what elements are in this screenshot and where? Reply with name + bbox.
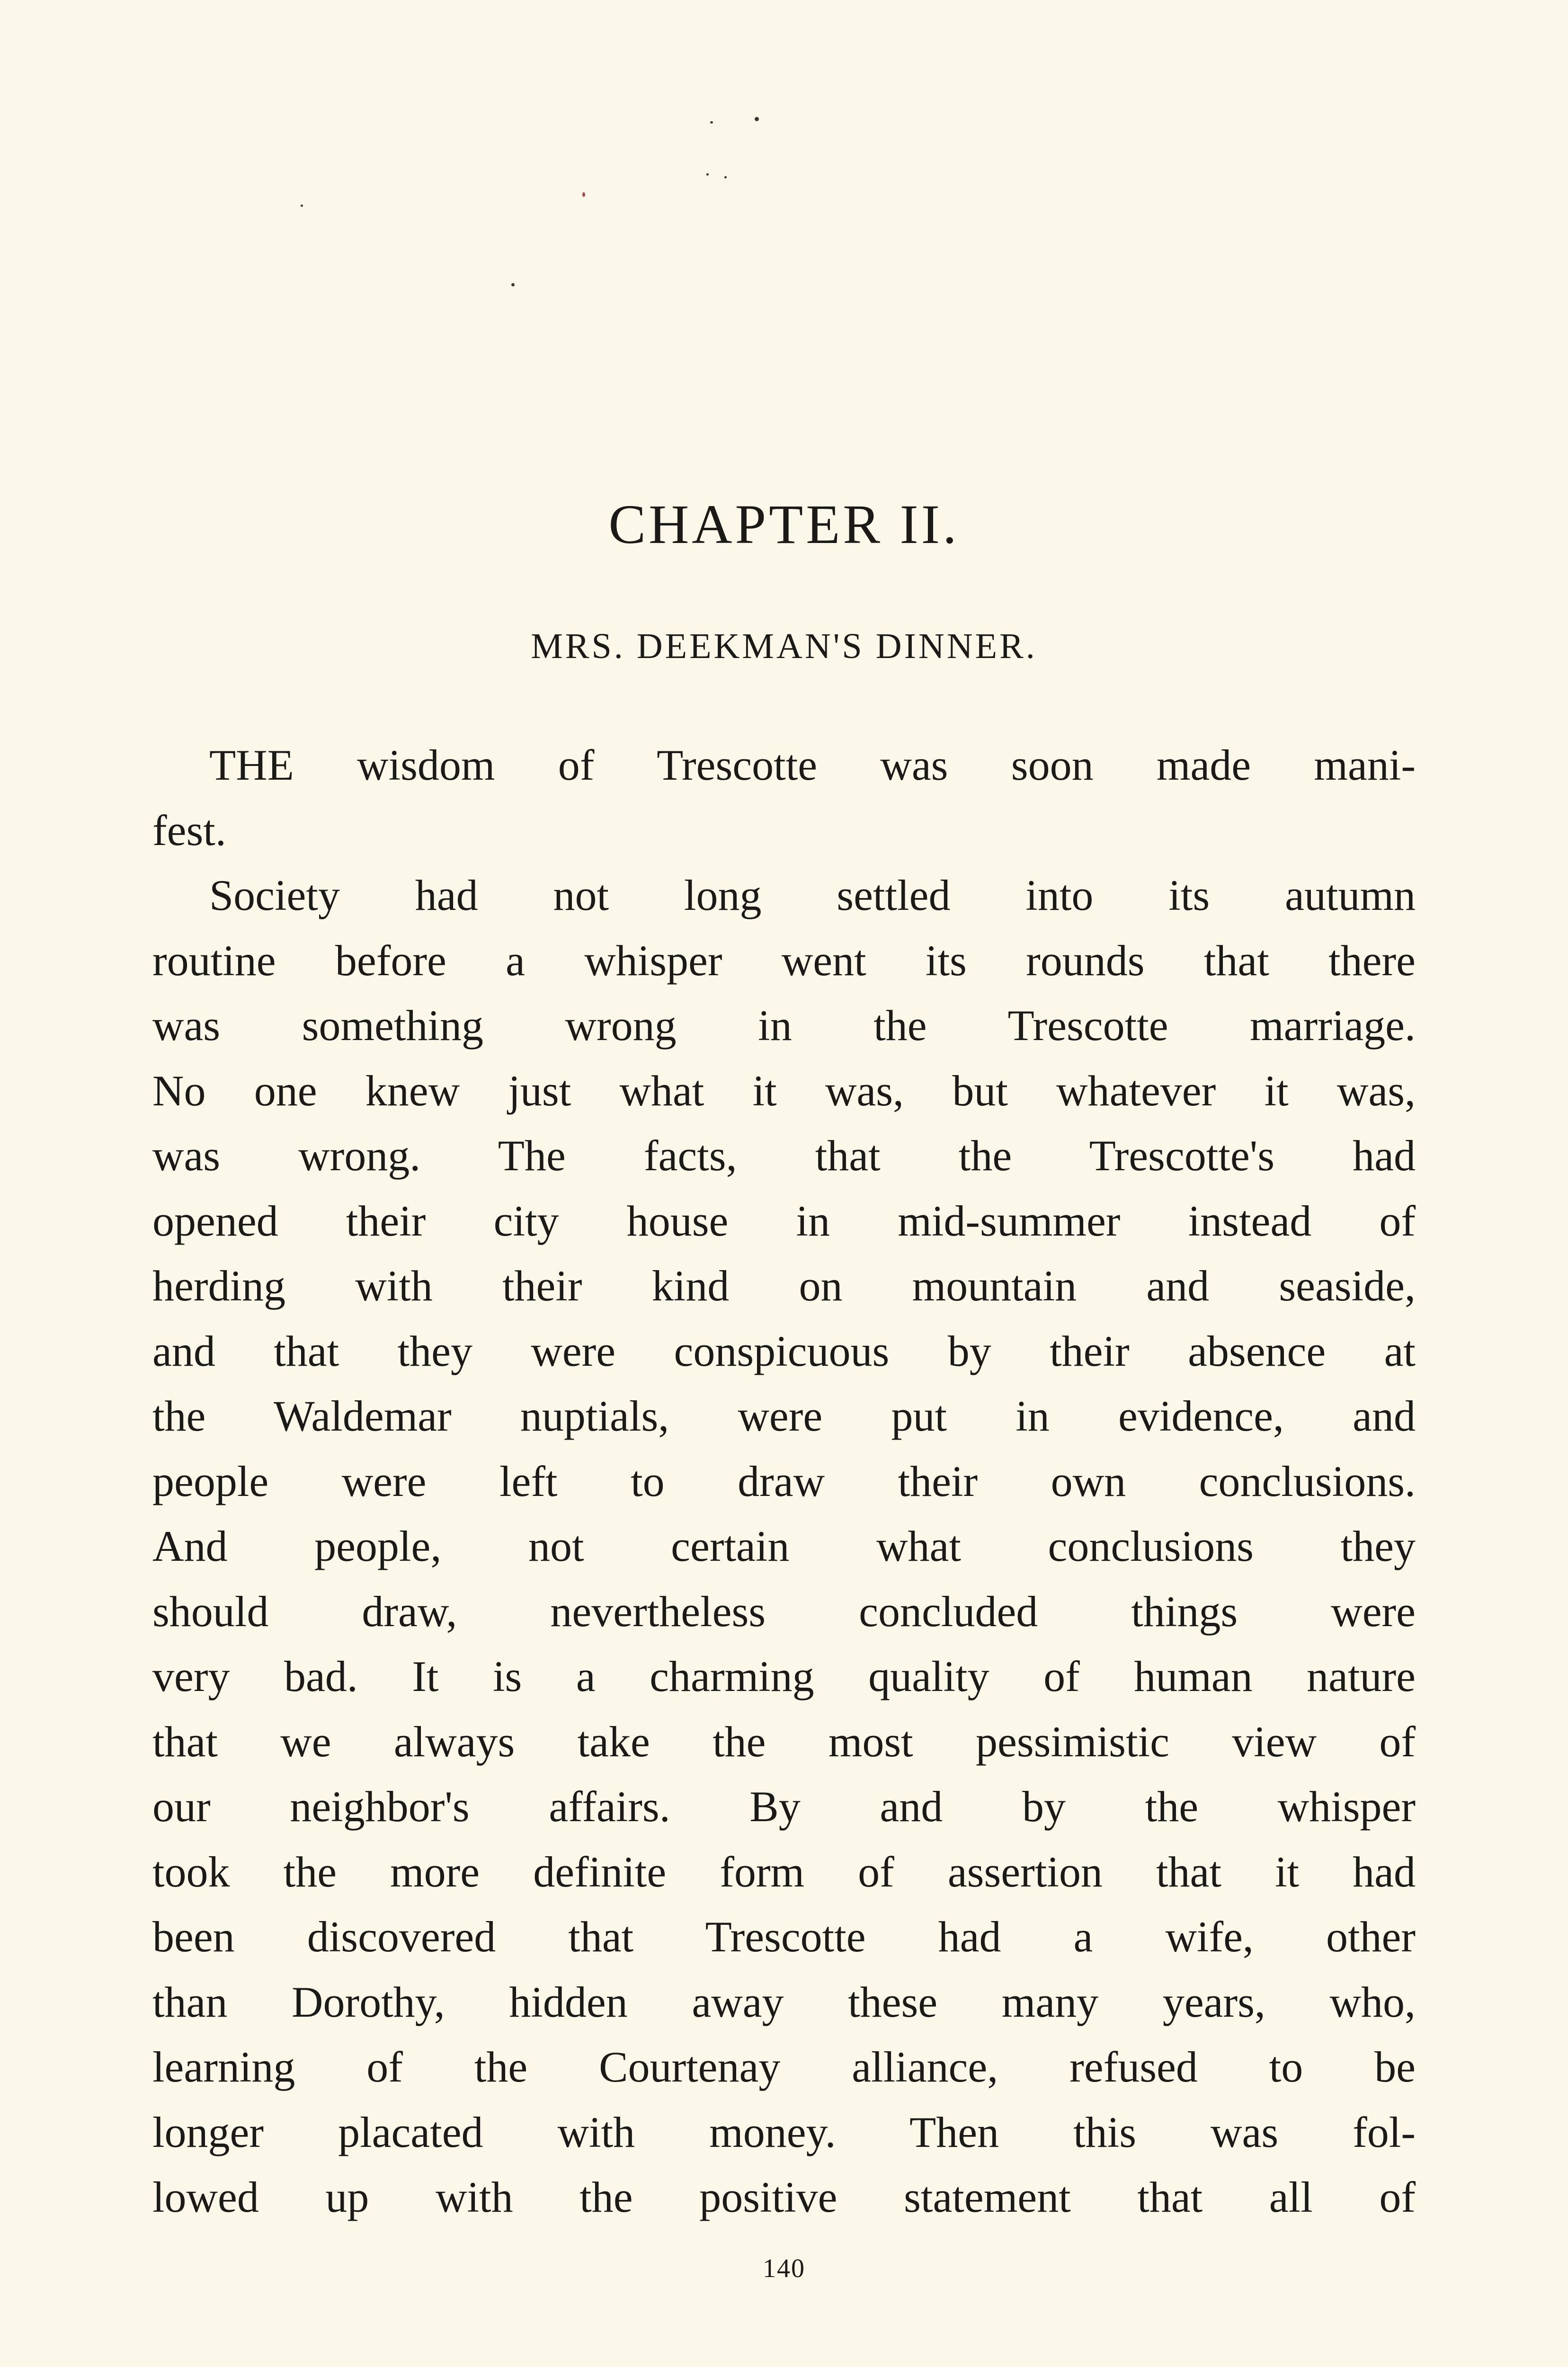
text-line: been discovered that Trescotte had a wife, other	[152, 1913, 1416, 1961]
text-line: Society had not long settled into its autumn	[209, 871, 1416, 919]
paper-speck	[582, 192, 585, 197]
text-line: our neighbor's affairs. By and by the whisper	[152, 1782, 1416, 1831]
text-line: that we always take the most pessimistic view of	[152, 1717, 1416, 1766]
text-line: very bad. It is a charming quality of human nature	[152, 1652, 1416, 1700]
chapter-subtitle: MRS. DEEKMAN'S DINNER.	[531, 626, 1037, 666]
text-line: than Dorothy, hidden away these many years, who,	[152, 1977, 1416, 2026]
paper-speck	[724, 176, 727, 178]
text-line: herding with their kind on mountain and seaside,	[152, 1262, 1416, 1310]
text-line: should draw, nevertheless concluded things were	[152, 1587, 1416, 1636]
text-line: THE wisdom of Trescotte was soon made mani-	[209, 741, 1416, 789]
paper-speck	[301, 205, 303, 207]
text-line: longer placated with money. Then this was fol-	[152, 2108, 1416, 2156]
paper-speck	[706, 173, 709, 176]
text-line: the Waldemar nuptials, were put in evidence, and	[152, 1392, 1416, 1440]
text-line: was wrong. The facts, that the Trescotte's had	[152, 1131, 1416, 1180]
body-text	[152, 733, 1416, 2230]
text-line: took the more definite form of assertion that it had	[152, 1847, 1416, 1896]
paper-speck	[755, 117, 759, 121]
text-line: No one knew just what it was, but whatever it was,	[152, 1066, 1416, 1115]
chapter-title: CHAPTER II.	[608, 493, 960, 555]
text-line: lowed up with the positive statement that all of	[152, 2173, 1416, 2221]
text-line: And people, not certain what conclusions they	[152, 1522, 1416, 1570]
paper-speck	[710, 121, 713, 124]
text-line: and that they were conspicuous by their absence at	[152, 1326, 1416, 1375]
text-line: was something wrong in the Trescotte marriage.	[152, 1001, 1416, 1050]
text-line: fest.	[152, 806, 226, 854]
text-line: routine before a whisper went its rounds that there	[152, 936, 1416, 985]
paper-speck	[511, 283, 515, 286]
text-line: opened their city house in mid-summer instead of	[152, 1196, 1416, 1245]
page-number: 140	[763, 2254, 805, 2283]
text-line: people were left to draw their own conclusions.	[152, 1457, 1416, 1505]
text-line: learning of the Courtenay alliance, refused to be	[152, 2043, 1416, 2091]
